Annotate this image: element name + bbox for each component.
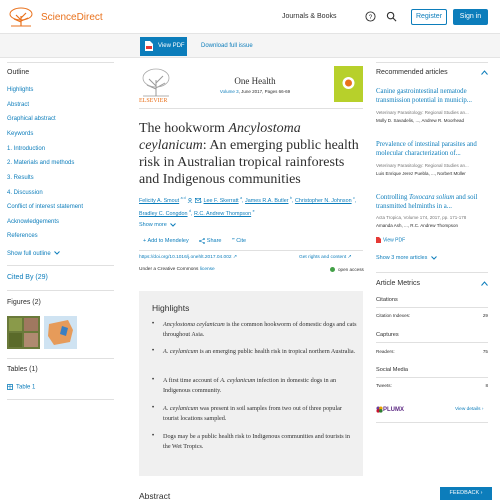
article-title xyxy=(139,120,365,188)
volume-info xyxy=(200,89,310,94)
author-link[interactable]: R.C. Andrew Thompson xyxy=(194,210,252,217)
doi-link[interactable] xyxy=(139,255,237,260)
view-details-link[interactable]: View details › xyxy=(455,407,484,412)
recommended-article-title[interactable]: Canine gastrointestinal nematode transmission potential in municip... xyxy=(376,88,472,104)
divider xyxy=(376,342,488,343)
recommended-heading: Recommended articles xyxy=(376,69,448,76)
elsevier-logo[interactable] xyxy=(139,66,173,102)
outline-item-introduction[interactable]: 1. Introduction xyxy=(7,146,46,152)
view-pdf-label: View PDF xyxy=(383,237,406,244)
author-affiliation: a d xyxy=(180,196,186,200)
article-metrics-heading: Article Metrics xyxy=(376,280,420,287)
highlight-item: A first time account of A. ceylanicum infection in domestic dogs in an Indigenous community. xyxy=(163,377,337,394)
sign-in-button[interactable]: Sign in xyxy=(453,9,488,25)
plumx-icon xyxy=(376,406,383,413)
external-link-icon: ↗ xyxy=(347,255,352,260)
journals-books-link[interactable]: Journals & Books xyxy=(282,13,337,20)
figures-heading: Figures (2) xyxy=(7,299,41,306)
license-statement xyxy=(139,267,215,272)
show-more-articles-label: Show 3 more articles xyxy=(376,255,428,261)
divider xyxy=(376,62,488,63)
chevron-up-icon[interactable] xyxy=(481,70,488,75)
article-actions xyxy=(143,238,255,244)
outline-item-keywords[interactable]: Keywords xyxy=(7,131,34,137)
social-media-label: Social Media xyxy=(376,367,409,373)
share-icon xyxy=(199,238,205,244)
title-part: : An emerging public health risk in Australian tropical rainforests and Indigenous communities xyxy=(139,138,359,187)
recommended-article-authors: Molly D. Savadelis, ..., Andrew R. Moorhead xyxy=(376,118,465,123)
author-affiliation: d xyxy=(189,208,191,213)
highlight-item: A. ceylanicum was present in soil samples from two out of three popular tourist locations sampled. xyxy=(163,405,342,422)
highlight-item: Ancylostoma ceylanicum is the common hookworm of domestic dogs and cats throughout Asia. xyxy=(163,321,357,338)
table-1-label: Table 1 xyxy=(16,384,36,391)
recommended-article-title[interactable]: Prevalence of intestinal parasites and molecular characterization of... xyxy=(376,141,477,157)
person-icon[interactable] xyxy=(187,198,193,203)
chevron-down-icon xyxy=(170,223,176,227)
figure-1-thumbnail[interactable] xyxy=(7,316,40,349)
plumx-label: PLUMX xyxy=(383,407,404,414)
external-link-icon: ↗ xyxy=(232,255,237,260)
chevron-down-icon xyxy=(54,251,60,255)
metric-value: 8 xyxy=(485,383,488,388)
doi-text: https://doi.org/10.1016/j.onehlt.2017.04.002 xyxy=(139,255,232,260)
title-part: The hookworm xyxy=(139,121,229,136)
feedback-button[interactable]: FEEDBACK › xyxy=(440,487,492,500)
author-affiliation: a xyxy=(240,196,243,200)
brand-name[interactable]: ScienceDirect xyxy=(41,12,103,23)
bullet: • xyxy=(152,377,155,383)
view-pdf-button[interactable]: View PDF xyxy=(140,37,187,56)
plumx-logo xyxy=(376,406,404,413)
outline-item-materials-methods[interactable]: 2. Materials and methods xyxy=(7,160,75,166)
elsevier-tree-logo[interactable] xyxy=(6,6,36,28)
publisher-name: ELSEVIER xyxy=(139,98,168,104)
recommended-view-pdf-link[interactable] xyxy=(376,237,405,243)
license-text: Under a Creative Commons xyxy=(139,267,200,272)
author-link[interactable]: Lee F. Skerratt xyxy=(203,197,239,204)
journal-cover-thumbnail[interactable] xyxy=(334,66,363,102)
tables-heading: Tables (1) xyxy=(7,366,38,373)
metric-label: Tweets: xyxy=(376,383,392,388)
outline-item-graphical-abstract[interactable]: Graphical abstract xyxy=(7,116,56,122)
tweets-row xyxy=(376,383,488,388)
outline-item-abstract[interactable]: Abstract xyxy=(7,102,30,108)
open-access-icon xyxy=(330,267,335,272)
author-link[interactable]: James R.A. Butler xyxy=(245,197,289,204)
metric-label: Readers: xyxy=(376,349,395,354)
show-full-outline-label: Show full outline xyxy=(7,251,51,257)
outline-item-references[interactable]: References xyxy=(7,233,38,239)
show-more-link[interactable] xyxy=(139,222,176,228)
divider xyxy=(7,62,114,63)
download-full-issue-link[interactable]: Download full issue xyxy=(201,43,253,49)
get-rights-link[interactable] xyxy=(299,255,352,260)
recommended-article-title[interactable]: Controlling Toxocara solium and soil transmitted helminths in a... xyxy=(376,194,478,210)
volume-pages: , June 2017, Pages 66-69 xyxy=(238,89,291,94)
metric-value: 75 xyxy=(482,349,488,354)
species-name: A. ceylanicum xyxy=(163,405,199,412)
outline-item-results[interactable]: 3. Results xyxy=(7,175,34,181)
species-name: Toxocara solium xyxy=(409,194,455,201)
cite-label: Cite xyxy=(236,238,247,245)
rights-text: Get rights and content xyxy=(299,255,347,260)
bullet: • xyxy=(152,348,155,354)
citations-label: Citations xyxy=(376,297,398,303)
table-icon xyxy=(7,384,13,390)
table-1-link[interactable] xyxy=(7,384,35,391)
divider xyxy=(376,422,488,423)
search-icon[interactable] xyxy=(386,11,397,22)
bullet: • xyxy=(152,433,155,439)
recommended-article-source: Veterinary Parasitology: Regional Studies an... xyxy=(376,163,469,168)
author-affiliation: b xyxy=(290,196,292,200)
open-access-label: open access xyxy=(338,267,364,272)
register-button[interactable]: Register xyxy=(411,9,447,25)
open-access-badge xyxy=(330,267,364,272)
volume-link[interactable]: Volume 3 xyxy=(219,89,239,94)
captures-label: Captures xyxy=(376,332,399,338)
readers-row xyxy=(376,349,488,354)
metric-value: 29 xyxy=(482,313,488,318)
outline-item-discussion[interactable]: 4. Discussion xyxy=(7,190,43,196)
view-details-label: View details xyxy=(455,407,481,412)
outline-heading: Outline xyxy=(7,69,30,76)
pdf-icon xyxy=(376,237,381,243)
cite-button[interactable] xyxy=(232,238,246,244)
divider xyxy=(376,377,488,378)
bullet: • xyxy=(152,321,155,327)
title-species: Ancylostoma ceylanicum xyxy=(139,121,301,153)
pdf-icon xyxy=(145,41,153,51)
recommended-article-source: Acta Tropica, Volume 174, 2017, pp. 171-178 xyxy=(376,215,467,220)
chevron-up-icon[interactable] xyxy=(481,281,488,286)
show-full-outline-link[interactable] xyxy=(7,251,60,257)
citation-indexes-row xyxy=(376,313,488,318)
help-icon[interactable] xyxy=(365,11,376,22)
species-name: Ancylostoma ceylanicum xyxy=(163,321,225,328)
author-link[interactable]: Bradley C. Congdon xyxy=(139,210,188,217)
author-list: Felicity A. Smout $^{a d}$ , Lee F. Skerratt $^a$, James R.A. Butler $^b$, Christopher N. Johnson $^c$, Bradley C. Congdon $^d$, R.C. Andrew Thompson $^e$ xyxy=(139,196,357,217)
outline-item-conflict[interactable]: Conflict of interest statement xyxy=(7,204,84,210)
abstract-heading: Abstract xyxy=(139,491,171,500)
author-affiliation: e xyxy=(252,208,255,213)
journal-title[interactable]: One Health xyxy=(234,76,276,86)
figure-2-thumbnail[interactable] xyxy=(44,316,77,349)
species-name: A. ceylanicum xyxy=(163,348,199,355)
bullet: • xyxy=(152,405,155,411)
divider xyxy=(376,307,488,308)
feedback-label: FEEDBACK xyxy=(449,490,480,496)
recommended-article-authors: Amanda Ash, ..., R.C. Andrew Thompson xyxy=(376,223,458,228)
email-icon[interactable] xyxy=(195,198,201,203)
show-more-articles-link[interactable] xyxy=(376,255,437,261)
species-name: A. ceylanicum xyxy=(220,377,256,384)
cited-by-heading[interactable]: Cited By (29) xyxy=(7,274,48,281)
divider xyxy=(7,265,114,266)
divider xyxy=(139,250,363,251)
divider xyxy=(376,272,488,273)
divider xyxy=(7,399,114,400)
add-to-mendeley-label: Add to Mendeley xyxy=(147,238,189,245)
quote-icon: ” xyxy=(232,238,235,245)
chevron-down-icon xyxy=(431,256,437,260)
recommended-article-authors: Luis Enrique Jerez Puebla, ..., Norbert Müller xyxy=(376,171,466,176)
share-button[interactable] xyxy=(199,238,221,244)
svg-text:?: ? xyxy=(368,13,373,21)
author-affiliation: c xyxy=(353,196,355,200)
outline-item-acknowledgements[interactable]: Acknowledgements xyxy=(7,219,60,225)
outline-item-highlights[interactable]: Highlights xyxy=(7,87,34,93)
add-to-mendeley-button[interactable]: + Add to Mendeley xyxy=(143,238,189,245)
divider xyxy=(7,290,114,291)
divider xyxy=(139,108,363,109)
license-link[interactable]: license xyxy=(199,267,215,272)
recommended-article-source: Veterinary Parasitology: Regional Studies an... xyxy=(376,110,469,115)
divider xyxy=(7,358,114,359)
author-link[interactable]: Felicity A. Smout xyxy=(139,197,180,204)
show-more-label: Show more xyxy=(139,222,167,228)
share-label: Share xyxy=(206,238,222,245)
highlights-heading: Highlights xyxy=(152,303,190,313)
highlight-item: Dogs may be a public health risk to Indigenous communities and tourists in the Wet Tropics. xyxy=(163,433,350,450)
metric-label: Citation Indexes: xyxy=(376,313,411,318)
highlight-item: A. ceylanicum is an emerging public health risk in tropical northern Australia. xyxy=(163,348,356,355)
author-link[interactable]: Christopher N. Johnson xyxy=(294,197,352,204)
